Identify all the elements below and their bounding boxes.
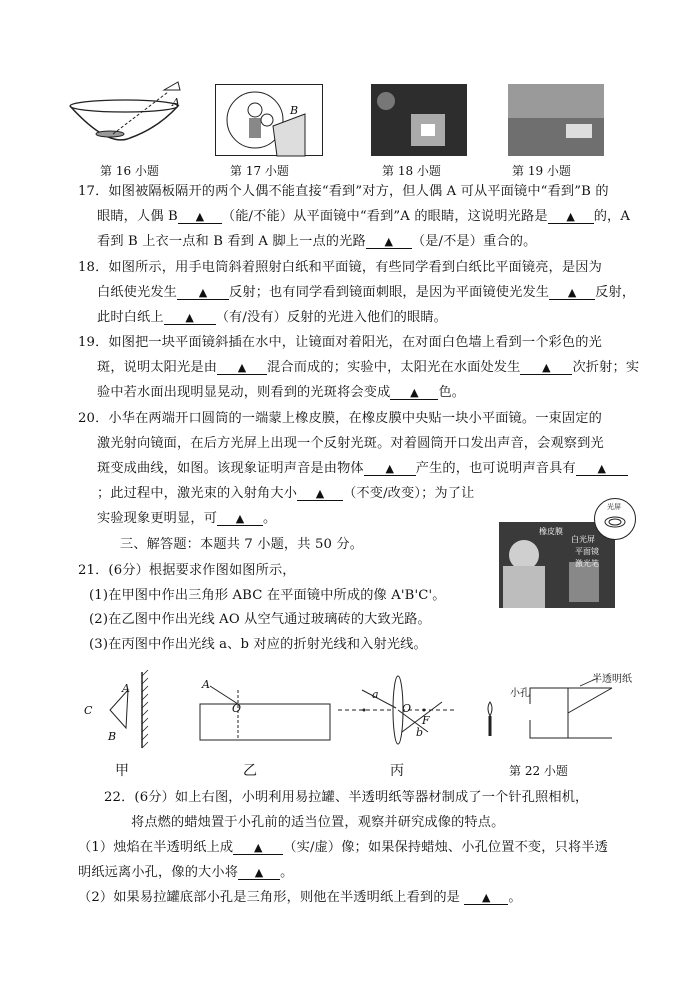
q22-line1: 22．(6分）如上右图，小明利用易拉罐、半透明纸等器材制成了一个针孔照相机，	[104, 790, 589, 805]
q20-line2: 激光射向镜面，在后方光屏上出现一个反射光斑。对着圆筒开口发出声音，会观察到光	[97, 436, 604, 451]
label-jia: 甲	[115, 763, 129, 779]
bing-a-label: a	[372, 688, 379, 701]
bing-o-label: O	[402, 702, 412, 715]
q22-line3: （1）烛焰在半透明纸上成 ▲ （实/虚）像；如果保持蜡烛、小孔位置不变，只将半透	[78, 840, 608, 855]
q19-line1: 19．如图把一块平面镜斜插在水中，让镜面对着阳光，在对面白色墙上看到一个彩色的光	[78, 335, 602, 350]
point-b-label: B	[290, 104, 299, 117]
yi-o-label: O	[232, 702, 242, 715]
fig-bing-lens	[338, 672, 458, 752]
hole-label: 小孔	[510, 688, 530, 699]
label-bing: 丙	[390, 763, 404, 779]
q18-line3: 此时白纸上 ▲ （有/没有）反射的光进入他们的眼睛。	[97, 310, 448, 325]
puppet-figure	[215, 84, 323, 156]
q20-line1: 20．小华在两端开口圆筒的一端蒙上橡皮膜，在橡皮膜中央贴一块小平面镜。一束固定的	[78, 411, 602, 426]
q22-line2: 将点燃的蜡烛置于小孔前的适当位置，观察并研究成像的特点。	[131, 815, 505, 830]
caption-q19: 第 19 小题	[512, 164, 571, 178]
bing-b-label: b	[416, 726, 424, 739]
flashlight-photo	[371, 84, 467, 156]
q21-line4: (3)在丙图中作出光线 a、b 对应的折射光线和入射光线。	[89, 637, 427, 652]
q17-line3: 看到 B 上衣一点和 B 看到 A 脚上一点的光路 ▲ （是/不是）重合的。	[97, 234, 537, 249]
caption-q18: 第 18 小题	[382, 164, 441, 178]
drum-experiment-photo: 橡皮膜 白光屏 平面镜 激光笔	[499, 522, 615, 608]
screen-inset: 光屏	[594, 498, 636, 540]
q22-line4: 明纸远离小孔，像的大小将 ▲ 。	[78, 865, 294, 880]
q19-line2: 斑，说明太阳光是由 ▲ 混合而成的；实验中，太阳光在水面处发生 ▲ 次折射；实	[97, 360, 640, 375]
caption-q16: 第 16 小题	[100, 164, 159, 178]
q20-line4: ；此过程中，激光束的入射角大小 ▲ （不变/改变）；为了让	[97, 486, 475, 501]
jia-c-label: C	[84, 704, 93, 717]
q18-line2: 白纸使光发生 ▲ 反射；也有同学看到镜面刺眼，是因为平面镜使光发生 ▲ 反射，	[97, 285, 636, 300]
section3-title: 三、解答题：本题共 7 小题，共 50 分。	[120, 537, 364, 552]
paper-label: 半透明纸	[592, 674, 632, 685]
fig-22-pinhole-camera	[480, 676, 620, 752]
q18-line1: 18．如图所示，用手电筒斜着照射白纸和平面镜，有些同学看到白纸比平面镜亮，是因为	[78, 260, 602, 275]
mirror-water-photo	[508, 84, 604, 156]
q21-line1: 21．(6分）根据要求作图如图所示，	[78, 563, 296, 578]
q22-line5: （2）如果易拉罐底部小孔是三角形，则他在半透明纸上看到的是 ▲ 。	[78, 890, 522, 905]
q17-line2: 眼睛，人偶 B ▲ （能/不能）从平面镜中“看到”A 的眼睛，这说明光路是 ▲ 的，A	[97, 209, 631, 224]
yi-a-label: A	[202, 678, 210, 691]
q20-line5: 实验现象更明显，可 ▲ 。	[97, 511, 277, 526]
label-yi: 乙	[243, 763, 257, 779]
q17-line1: 17．如图被隔板隔开的两个人偶不能直接“看到”对方，但人偶 A 可从平面镜中“看到”B 的	[78, 184, 609, 199]
q21-line2: (1)在甲图中作出三角形 ABC 在平面镜中所成的像 A'B'C'。	[89, 588, 446, 603]
point-a-label: A	[172, 96, 180, 109]
jia-a-label: A	[122, 682, 130, 695]
q20-line3: 斑变成曲线，如图。该现象证明声音是由物体 ▲ 产生的，也可说明声音具有 ▲	[97, 457, 628, 476]
q21-line3: (2)在乙图中作出光线 AO 从空气通过玻璃砖的大致光路。	[89, 612, 431, 627]
label-q22: 第 22 小题	[509, 764, 568, 778]
bing-f-label: F	[422, 714, 430, 727]
caption-q17: 第 17 小题	[230, 164, 289, 178]
fig-yi-glass-block	[196, 676, 336, 746]
q19-line3: 验中若水面出现明显晃动，则看到的光斑将会变成 ▲ 色。	[97, 385, 466, 400]
jia-b-label: B	[108, 730, 117, 743]
